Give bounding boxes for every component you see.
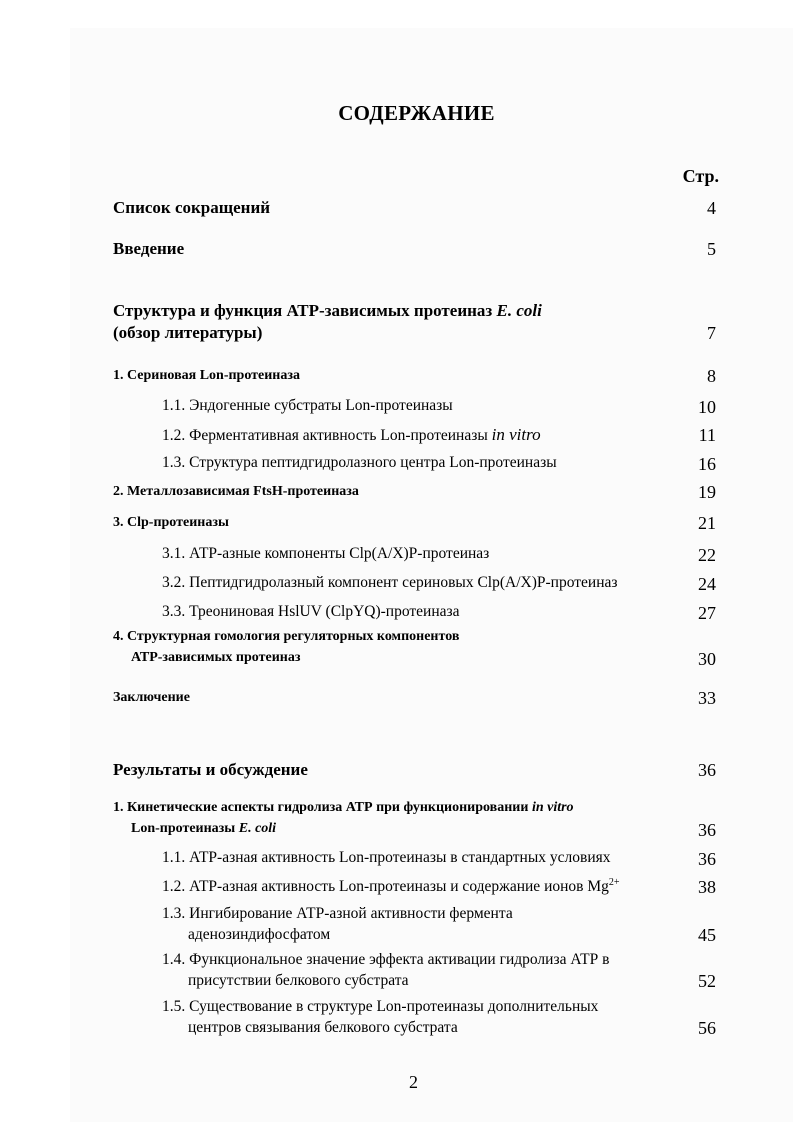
label-text: 1.2. АТР-азная активность Lon-протеиназы и содержание ионов Mg [162, 878, 609, 896]
toc-entry-page: 24 [698, 574, 716, 594]
toc-entry-label: 3.2. Пептидгидролазный компонент сериновых Clp(A/X)P-протеиназ [162, 574, 618, 591]
label-text: 1. Кинетические аспекты гидролиза АТР при функционировании [113, 800, 532, 815]
toc-entry-label: 2. Металлозависимая FtsH-протеиназа [113, 484, 359, 499]
toc-entry-label-line2: АТР-зависимых протеиназ [131, 650, 301, 665]
toc-entry-label: 3.3. Треониновая HslUV (ClpYQ)-протеиназа [162, 603, 460, 620]
page-title: СОДЕРЖАНИЕ [338, 101, 495, 125]
toc-entry-label: Заключение [113, 690, 190, 705]
toc-entry-label-line2: аденозиндифосфатом [188, 926, 331, 943]
label-text: Структура и функция АТР-зависимых протеиназ [113, 301, 497, 320]
toc-entry-page: 36 [698, 760, 716, 780]
toc-entry-page: 30 [698, 649, 716, 669]
toc-entry-page: 11 [698, 425, 716, 445]
toc-entry-label-line2 [131, 821, 276, 837]
toc-entry-label: Введение [113, 239, 185, 258]
toc-entry-label-line2: присутствии белкового субстрата [188, 972, 409, 989]
toc-entry-label-line1: 1.5. Существование в структуре Lon-протеиназы дополнительных [162, 998, 599, 1015]
toc-entry-label: Результаты и обсуждение [113, 760, 308, 779]
toc-entry-label [162, 425, 541, 445]
toc-entry-page: 27 [698, 603, 716, 623]
toc-entry-page: 22 [698, 545, 716, 565]
toc-entry-page: 52 [698, 971, 716, 991]
toc-entry-page: 56 [698, 1018, 716, 1038]
page-column-header: Стр. [682, 166, 719, 186]
toc-entry-label: 1.3. Структура пептидгидролазного центра Lon-протеиназы [162, 454, 557, 471]
toc-entry-page: 4 [707, 198, 716, 218]
toc-entry-label-line2: (обзор литературы) [113, 323, 263, 342]
toc-entry-label-line1 [113, 800, 574, 816]
label-italic: in vitro [531, 800, 574, 815]
toc-entry-label: 1.1. АТР-азная активность Lon-протеиназы в стандартных условиях [162, 849, 611, 866]
label-text: 1.2. Ферментативная активность Lon-протеиназы [162, 427, 492, 444]
toc-entry-label-line2: центров связывания белкового субстрата [188, 1019, 458, 1036]
label-superscript: 2+ [608, 877, 620, 888]
page-number: 2 [409, 1072, 418, 1092]
toc-entry-page: 7 [707, 323, 716, 343]
toc-entry-label: 3.1. АТР-азные компоненты Clp(A/X)P-протеиназ [162, 545, 490, 562]
toc-entry-label: Список сокращений [113, 198, 271, 217]
toc-entry-page: 33 [698, 688, 716, 708]
toc-entry-page: 19 [698, 482, 716, 502]
toc-entry-label: 3. Clp-протеиназы [113, 515, 229, 530]
toc-entry-label-line1: 1.4. Функциональное значение эффекта активации гидролиза АТР в [162, 951, 610, 968]
toc-entry-page: 10 [698, 397, 716, 417]
toc-entry-page: 45 [698, 925, 716, 945]
toc-entry-label-line1: 1.3. Ингибирование АТР-азной активности фермента [162, 905, 513, 922]
toc-entry-label [162, 877, 620, 896]
toc-entry-label-line1 [113, 301, 542, 321]
label-text: Lon-протеиназы [131, 821, 239, 836]
toc-entry-page: 5 [707, 239, 716, 259]
toc-entry-label: 1. Сериновая Lon-протеиназа [113, 368, 301, 383]
label-italic: E. coli [496, 301, 542, 320]
label-italic: in vitro [491, 425, 541, 444]
label-italic: E. coli [238, 821, 277, 836]
toc-entry-page: 38 [698, 877, 716, 897]
toc-entry-page: 21 [698, 513, 716, 533]
toc-entry-page: 16 [698, 454, 716, 474]
toc-entry-page: 8 [707, 366, 716, 386]
toc-entry-label: 1.1. Эндогенные субстраты Lon-протеиназы [162, 397, 453, 414]
toc-entry-label-line1: 4. Структурная гомология регуляторных компонентов [113, 629, 460, 644]
toc-entry-page: 36 [698, 849, 716, 869]
toc-entry-page: 36 [698, 820, 716, 840]
